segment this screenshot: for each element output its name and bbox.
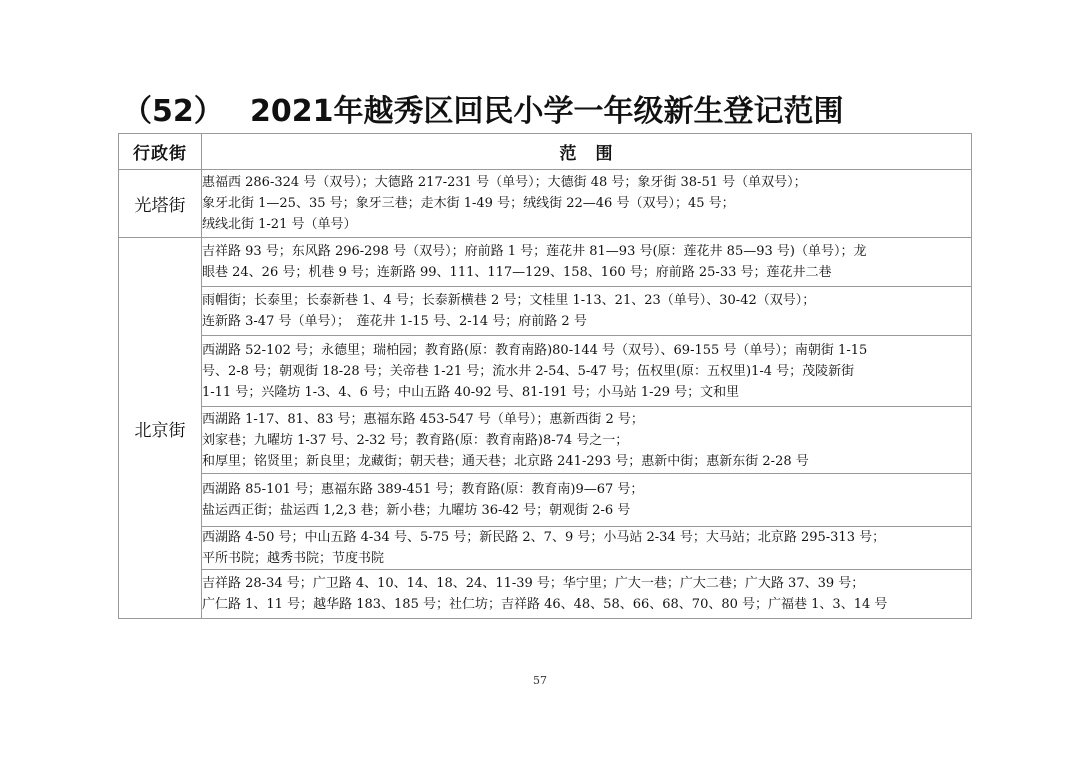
table-row [119, 570, 972, 619]
registration-range-table [118, 133, 972, 619]
range-cell [202, 474, 972, 527]
range-line: 广仁路 1、11 号；越华路 183、185 号；社仁坊；吉祥路 46、48、58、66、68、70、80 号；广福巷 1、3、14 号 [202, 597, 888, 612]
header-street: 行政街 [119, 134, 202, 170]
range-line: 平所书院；越秀书院；节度书院 [202, 551, 385, 566]
range-line: 号、2-8 号；朝观街 18-28 号；关帝巷 1-21 号；流水井 2-54、5-47 号；伍权里(原：五权里)1-4 号；茂陵新街 [202, 363, 855, 379]
header-range: 范 围 [202, 134, 972, 170]
table-row [119, 238, 972, 287]
range-line: 1-11 号；兴隆坊 1-3、4、6 号；中山五路 40-92 号、81-191 号；小马站 1-29 号；文和里 [202, 384, 740, 400]
page-title [122, 90, 962, 134]
range-cell [202, 570, 972, 619]
range-line: 惠福西 286-324 号（双号）；大德路 217-231 号（单号）；大德街 48 号；象牙街 38-51 号（单双号）； [202, 175, 807, 190]
range-line: 西湖路 4-50 号；中山五路 4-34 号、5-75 号；新民路 2、7、9 号；小马站 2-34 号；大马站；北京路 295-313 号； [202, 530, 886, 545]
table-row [119, 336, 972, 407]
street-cell: 光塔街 [119, 170, 202, 238]
range-cell [202, 336, 972, 407]
range-line: 盐运西正街；盐运西 1,2,3 巷；新小巷；九曜坊 36-42 号；朝观街 2-6 号 [202, 503, 631, 518]
range-cell [202, 287, 972, 336]
table-row [119, 527, 972, 570]
table-row [119, 287, 972, 336]
page-number: 57 [533, 674, 547, 687]
range-cell [202, 407, 972, 474]
range-line: 刘家巷；九曜坊 1-37 号、2-32 号；教育路(原：教育南路)8-74 号之一； [202, 432, 629, 448]
title-text: 2021年越秀区回民小学一年级新生登记范围 [250, 94, 844, 129]
range-line: 西湖路 52-102 号；永德里；瑞柏园；教育路(原：教育南路)80-144 号（双号）、69-155 号（单号）；南朝街 1-15 [202, 342, 868, 358]
range-line: 吉祥路 93 号；东风路 296-298 号（双号）；府前路 1 号；莲花井 81—93 号(原：莲花井 85—93 号)（单号）；龙 [202, 244, 867, 259]
range-line: 绒线北街 1-21 号（单号） [202, 217, 357, 232]
range-cell [202, 527, 972, 570]
range-line: 象牙北街 1—25、35 号；象牙三巷；走木街 1-49 号；绒线街 22—46 号（双号）；45 号； [202, 196, 735, 211]
range-line: 吉祥路 28-34 号；广卫路 4、10、14、18、24、11-39 号；华宁里；广大一巷；广大二巷；广大路 37、39 号； [202, 576, 865, 591]
table-row [119, 474, 972, 527]
range-line: 连新路 3-47 号（单号）； 莲花井 1-15 号、2-14 号；府前路 2 号 [202, 314, 587, 329]
range-line: 和厚里；铭贤里；新良里；龙藏街；朝天巷；通天巷；北京路 241-293 号；惠新中街；惠新东街 2-28 号 [202, 453, 809, 469]
range-cell [202, 238, 972, 287]
range-line: 雨帽街；长泰里；长泰新巷 1、4 号；长泰新横巷 2 号；文桂里 1-13、21、23（单号）、30-42（双号）； [202, 293, 816, 308]
title-number: （52） [122, 94, 224, 129]
table-header-row [119, 134, 972, 170]
range-line: 眼巷 24、26 号；机巷 9 号；连新路 99、111、117—129、158、160 号；府前路 25-33 号；莲花井二巷 [202, 265, 832, 280]
street-cell: 北京街 [119, 238, 202, 619]
range-line: 西湖路 1-17、81、83 号；惠福东路 453-547 号（单号）；惠新西街 2 号； [202, 411, 644, 427]
range-line: 西湖路 85-101 号；惠福东路 389-451 号；教育路(原：教育南)9—67 号； [202, 482, 644, 497]
range-cell [202, 170, 972, 238]
table-row [119, 407, 972, 474]
table-row [119, 170, 972, 238]
